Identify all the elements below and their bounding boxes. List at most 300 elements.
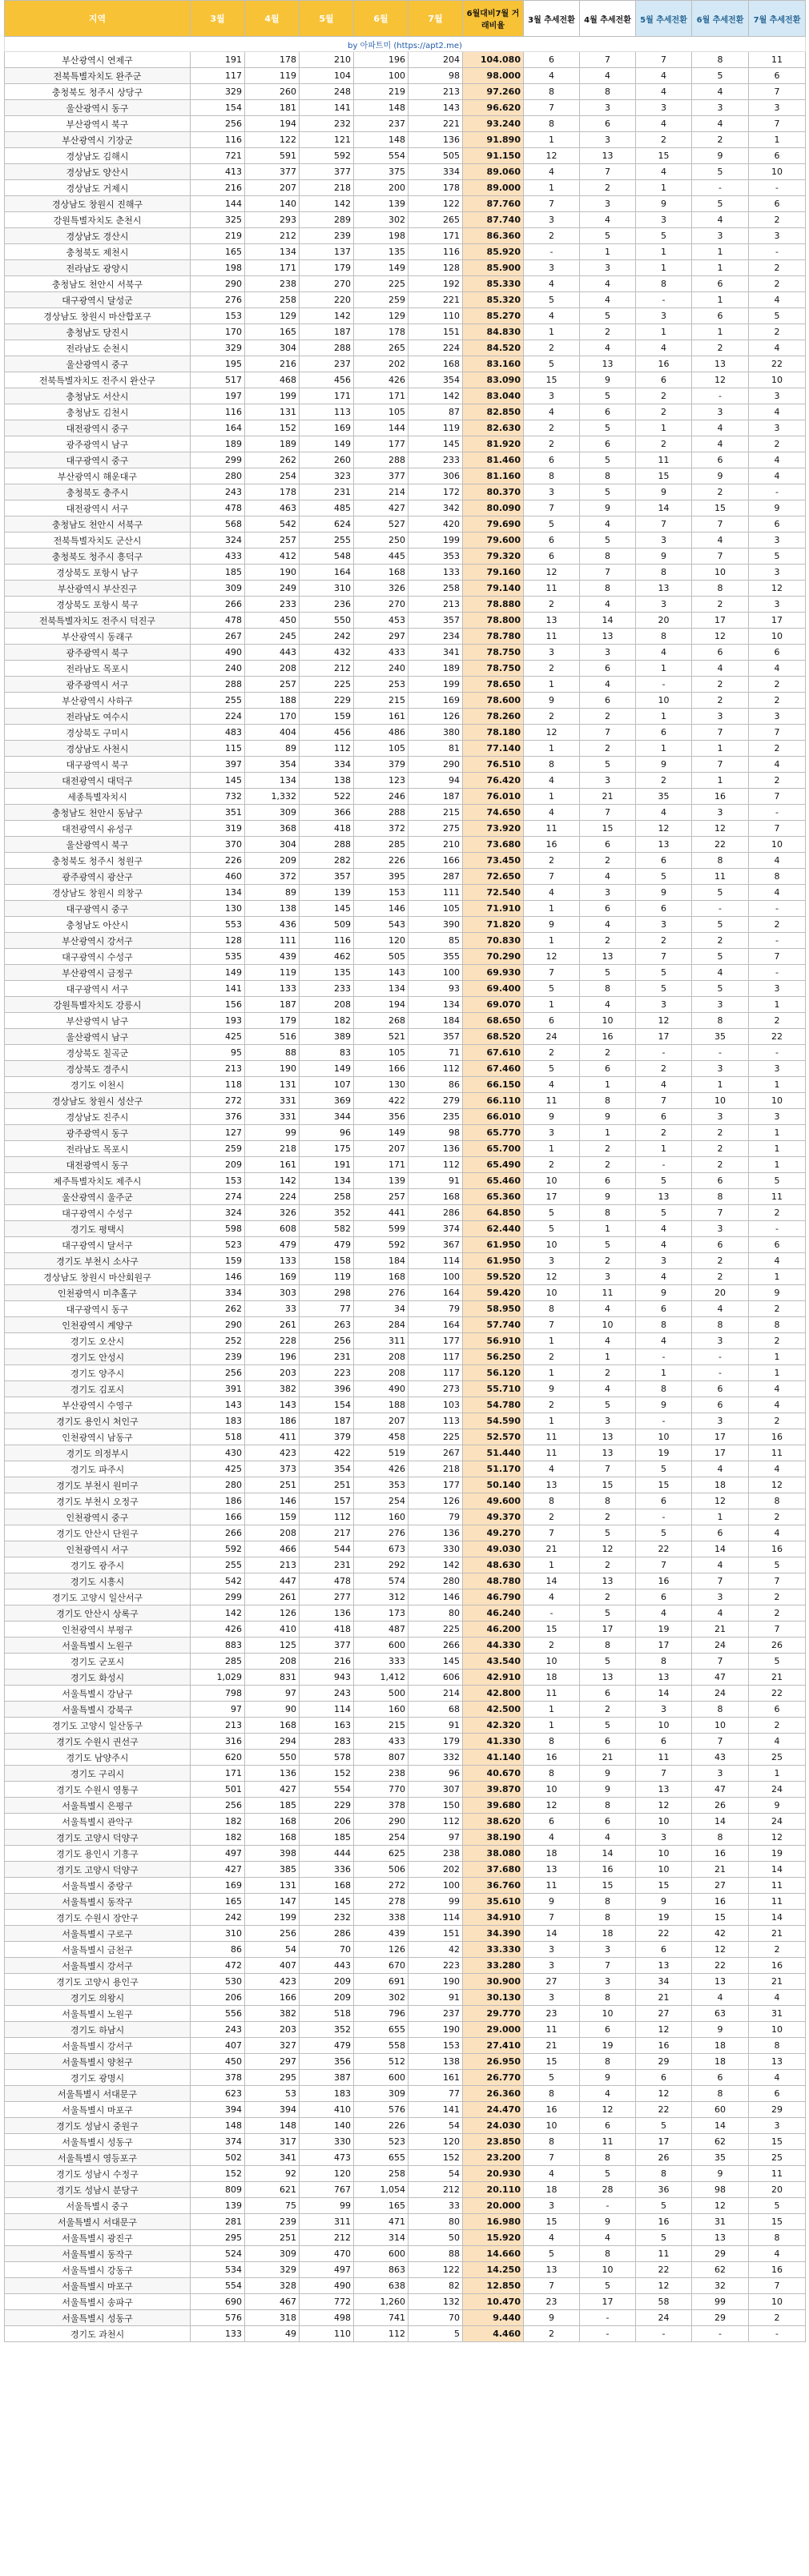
cell-may: 479 <box>300 1237 354 1253</box>
cell-trend-june: 5 <box>692 196 749 212</box>
cell-may: 943 <box>300 1670 354 1686</box>
cell-trend-april: 4 <box>580 1333 636 1349</box>
cell-rate: 56.120 <box>463 1365 524 1381</box>
cell-june: 670 <box>354 1958 409 1974</box>
cell-trend-march: 7 <box>524 1525 580 1541</box>
cell-trend-may: 15 <box>636 468 692 484</box>
cell-trend-may: 4 <box>636 68 692 84</box>
cell-march: 274 <box>191 1189 245 1205</box>
cell-region: 대전광역시 대덕구 <box>5 773 191 789</box>
cell-trend-june: 99 <box>692 2294 749 2310</box>
cell-trend-may: 2 <box>636 388 692 404</box>
cell-april: 239 <box>245 2214 300 2230</box>
cell-april: 467 <box>245 2294 300 2310</box>
cell-june: 375 <box>354 164 409 180</box>
cell-july: 132 <box>409 2294 463 2310</box>
credit-text[interactable]: by 아파트미 (https://apt2.me) <box>5 37 806 52</box>
cell-march: 242 <box>191 1910 245 1926</box>
table-row <box>5 869 806 885</box>
cell-march: 262 <box>191 1301 245 1317</box>
cell-july: 221 <box>409 292 463 308</box>
header-trend-april[interactable]: 4월 추세전환 <box>580 1 636 37</box>
cell-trend-june: 3 <box>692 1061 749 1077</box>
cell-trend-april: 13 <box>580 1670 636 1686</box>
cell-trend-april: 3 <box>580 1974 636 1990</box>
cell-may: 544 <box>300 1541 354 1557</box>
cell-march: 425 <box>191 1461 245 1477</box>
cell-rate: 54.780 <box>463 1397 524 1413</box>
cell-may: 582 <box>300 1221 354 1237</box>
cell-trend-june: 2 <box>692 677 749 693</box>
cell-may: 479 <box>300 2038 354 2054</box>
cell-trend-july: 12 <box>749 1477 806 1493</box>
cell-march: 159 <box>191 1253 245 1269</box>
cell-june: 226 <box>354 2118 409 2134</box>
cell-trend-may: 1 <box>636 180 692 196</box>
cell-trend-june: - <box>692 901 749 917</box>
cell-trend-march: 10 <box>524 1237 580 1253</box>
cell-trend-may: 13 <box>636 1782 692 1798</box>
cell-may: 236 <box>300 597 354 613</box>
cell-trend-april: 3 <box>580 885 636 901</box>
cell-march: 329 <box>191 340 245 356</box>
cell-region: 대전광역시 유성구 <box>5 821 191 837</box>
cell-trend-may: 13 <box>636 1189 692 1205</box>
cell-april: 331 <box>245 1093 300 1109</box>
table-row <box>5 68 806 84</box>
cell-march: 128 <box>191 933 245 949</box>
cell-march: 542 <box>191 1573 245 1589</box>
cell-april: 327 <box>245 2038 300 2054</box>
cell-trend-july: 2 <box>749 1413 806 1429</box>
cell-trend-july: 1 <box>749 1141 806 1157</box>
cell-trend-march: 11 <box>524 1686 580 1702</box>
table-row <box>5 2198 806 2214</box>
cell-june: 105 <box>354 741 409 757</box>
cell-may: 396 <box>300 1381 354 1397</box>
cell-april: 542 <box>245 516 300 532</box>
cell-region: 경기도 양주시 <box>5 1365 191 1381</box>
cell-april: 466 <box>245 1541 300 1557</box>
cell-trend-july: 1 <box>749 1365 806 1381</box>
table-row <box>5 1397 806 1413</box>
cell-rate: 71.910 <box>463 901 524 917</box>
cell-trend-april: 1 <box>580 244 636 260</box>
table-row <box>5 629 806 645</box>
cell-trend-july: 2 <box>749 693 806 709</box>
table-row <box>5 789 806 805</box>
cell-region: 울산광역시 울주군 <box>5 1189 191 1205</box>
cell-march: 127 <box>191 1125 245 1141</box>
cell-trend-july: 4 <box>749 757 806 773</box>
cell-trend-june: 3 <box>692 1589 749 1605</box>
cell-trend-june: 3 <box>692 404 749 420</box>
header-july[interactable]: 7월 <box>409 1 463 37</box>
cell-rate: 104.080 <box>463 52 524 68</box>
cell-april: 436 <box>245 917 300 933</box>
cell-july: 354 <box>409 372 463 388</box>
cell-trend-march: 2 <box>524 1157 580 1173</box>
cell-trend-april: 2 <box>580 1589 636 1605</box>
table-row <box>5 180 806 196</box>
cell-march: 133 <box>191 2326 245 2342</box>
cell-trend-march: 16 <box>524 1750 580 1766</box>
table-row <box>5 212 806 228</box>
cell-region: 충청남도 서산시 <box>5 388 191 404</box>
cell-trend-may: 4 <box>636 1221 692 1237</box>
cell-trend-april: 6 <box>580 116 636 132</box>
cell-trend-april: 4 <box>580 2086 636 2102</box>
cell-trend-april: 6 <box>580 901 636 917</box>
cell-march: 592 <box>191 1541 245 1557</box>
cell-trend-march: 1 <box>524 933 580 949</box>
cell-june: 338 <box>354 1910 409 1926</box>
cell-june: 146 <box>354 901 409 917</box>
cell-trend-april: 13 <box>580 356 636 372</box>
cell-region: 부산광역시 연제구 <box>5 52 191 68</box>
cell-rate: 10.470 <box>463 2294 524 2310</box>
cell-trend-june: 12 <box>692 2198 749 2214</box>
cell-region: 부산광역시 수영구 <box>5 1397 191 1413</box>
cell-trend-march: 8 <box>524 116 580 132</box>
cell-may: 624 <box>300 516 354 532</box>
cell-trend-may: 3 <box>636 597 692 613</box>
cell-june: 214 <box>354 484 409 500</box>
cell-trend-july: 4 <box>749 404 806 420</box>
table-row <box>5 549 806 565</box>
cell-april: 49 <box>245 2326 300 2342</box>
cell-trend-june: 1 <box>692 773 749 789</box>
cell-june: 143 <box>354 965 409 981</box>
cell-july: 357 <box>409 613 463 629</box>
cell-march: 198 <box>191 260 245 276</box>
table-row <box>5 196 806 212</box>
cell-may: 217 <box>300 1525 354 1541</box>
cell-april: 133 <box>245 981 300 997</box>
cell-trend-april: 4 <box>580 212 636 228</box>
cell-june: 194 <box>354 997 409 1013</box>
table-row <box>5 1798 806 1814</box>
cell-trend-march: 2 <box>524 420 580 436</box>
cell-rate: 20.000 <box>463 2198 524 2214</box>
table-row <box>5 1477 806 1493</box>
cell-trend-march: 15 <box>524 372 580 388</box>
cell-trend-april: 6 <box>580 2022 636 2038</box>
cell-region: 경기도 파주시 <box>5 1461 191 1477</box>
cell-march: 721 <box>191 148 245 164</box>
cell-march: 534 <box>191 2262 245 2278</box>
header-april[interactable]: 4월 <box>245 1 300 37</box>
header-june[interactable]: 6월 <box>354 1 409 37</box>
table-row <box>5 837 806 853</box>
cell-trend-may: 12 <box>636 821 692 837</box>
cell-april: 161 <box>245 1157 300 1173</box>
cell-april: 372 <box>245 869 300 885</box>
cell-july: 71 <box>409 1045 463 1061</box>
cell-trend-june: 62 <box>692 2134 749 2150</box>
cell-trend-march: 2 <box>524 2326 580 2342</box>
cell-trend-july: 15 <box>749 2214 806 2230</box>
cell-trend-july: 4 <box>749 1461 806 1477</box>
table-row <box>5 1077 806 1093</box>
table-row <box>5 260 806 276</box>
cell-region: 전라남도 광양시 <box>5 260 191 276</box>
cell-june: 500 <box>354 1686 409 1702</box>
table-row <box>5 1718 806 1734</box>
header-trend-march[interactable]: 3월 추세전환 <box>524 1 580 37</box>
cell-trend-march: 7 <box>524 869 580 885</box>
cell-rate: 42.500 <box>463 1702 524 1718</box>
cell-june: 353 <box>354 1477 409 1493</box>
cell-trend-march: 2 <box>524 1638 580 1654</box>
cell-july: 141 <box>409 2102 463 2118</box>
cell-march: 281 <box>191 2214 245 2230</box>
cell-trend-march: 3 <box>524 1253 580 1269</box>
cell-june: 471 <box>354 2214 409 2230</box>
cell-june: 333 <box>354 1654 409 1670</box>
cell-july: 114 <box>409 1253 463 1269</box>
cell-trend-june: 4 <box>692 1605 749 1622</box>
table-row <box>5 901 806 917</box>
cell-trend-june: 4 <box>692 965 749 981</box>
cell-trend-march: - <box>524 244 580 260</box>
cell-march: 206 <box>191 1990 245 2006</box>
cell-rate: 79.140 <box>463 581 524 597</box>
cell-trend-march: 1 <box>524 1718 580 1734</box>
cell-trend-july: 12 <box>749 581 806 597</box>
cell-trend-june: 9 <box>692 468 749 484</box>
cell-rate: 36.760 <box>463 1878 524 1894</box>
cell-april: 140 <box>245 196 300 212</box>
cell-rate: 67.460 <box>463 1061 524 1077</box>
cell-july: 177 <box>409 1477 463 1493</box>
table-row <box>5 1093 806 1109</box>
cell-may: 498 <box>300 2310 354 2326</box>
cell-trend-june: 2 <box>692 597 749 613</box>
cell-trend-april: 5 <box>580 757 636 773</box>
cell-may: 140 <box>300 2118 354 2134</box>
cell-april: 178 <box>245 484 300 500</box>
cell-trend-may: 5 <box>636 981 692 997</box>
cell-trend-april: 5 <box>580 1525 636 1541</box>
cell-march: 376 <box>191 1109 245 1125</box>
cell-trend-june: 60 <box>692 2102 749 2118</box>
cell-march: 256 <box>191 1798 245 1814</box>
cell-april: 166 <box>245 1990 300 2006</box>
cell-trend-may: 8 <box>636 1381 692 1397</box>
table-row <box>5 532 806 549</box>
cell-march: 391 <box>191 1381 245 1397</box>
cell-trend-may: 26 <box>636 2150 692 2166</box>
cell-rate: 73.680 <box>463 837 524 853</box>
cell-region: 경상남도 창원시 마산합포구 <box>5 308 191 324</box>
cell-trend-july: 9 <box>749 1798 806 1814</box>
header-may[interactable]: 5월 <box>300 1 354 37</box>
cell-rate: 78.750 <box>463 645 524 661</box>
cell-region: 서울특별시 강동구 <box>5 2262 191 2278</box>
cell-trend-march: 27 <box>524 1974 580 1990</box>
table-row <box>5 1237 806 1253</box>
cell-july: 218 <box>409 1461 463 1477</box>
cell-region: 서울특별시 마포구 <box>5 2278 191 2294</box>
cell-april: 147 <box>245 1894 300 1910</box>
header-trend-may[interactable]: 5월 추세전환 <box>636 1 692 37</box>
cell-trend-july: - <box>749 901 806 917</box>
cell-april: 119 <box>245 965 300 981</box>
cell-trend-may: 9 <box>636 885 692 901</box>
cell-region: 부산광역시 부산진구 <box>5 581 191 597</box>
cell-april: 90 <box>245 1702 300 1718</box>
cell-region: 경상남도 진주시 <box>5 1109 191 1125</box>
cell-rate: 20.930 <box>463 2166 524 2182</box>
cell-july: 212 <box>409 2182 463 2198</box>
cell-rate: 58.950 <box>463 1301 524 1317</box>
header-region[interactable]: 지역 <box>5 1 191 37</box>
transaction-table <box>4 0 806 2342</box>
cell-trend-june: 98 <box>692 2182 749 2198</box>
cell-may: 369 <box>300 1093 354 1109</box>
cell-march: 243 <box>191 484 245 500</box>
header-march[interactable]: 3월 <box>191 1 245 37</box>
cell-april: 218 <box>245 1141 300 1157</box>
table-row <box>5 2134 806 2150</box>
cell-july: 116 <box>409 244 463 260</box>
table-row <box>5 1958 806 1974</box>
cell-region: 경기도 광주시 <box>5 1557 191 1573</box>
cell-trend-april: 6 <box>580 2118 636 2134</box>
cell-rate: 78.880 <box>463 597 524 613</box>
table-row <box>5 1525 806 1541</box>
cell-region: 서울특별시 마포구 <box>5 2102 191 2118</box>
cell-may: 210 <box>300 52 354 68</box>
cell-may: 248 <box>300 84 354 100</box>
cell-may: 231 <box>300 484 354 500</box>
header-rate[interactable]: 6월대비7월 거래비율 <box>463 1 524 37</box>
cell-april: 143 <box>245 1397 300 1413</box>
cell-april: 354 <box>245 757 300 773</box>
cell-june: 257 <box>354 1189 409 1205</box>
cell-april: 168 <box>245 1814 300 1830</box>
cell-trend-march: 21 <box>524 1541 580 1557</box>
cell-june: 638 <box>354 2278 409 2294</box>
cell-trend-june: 27 <box>692 1878 749 1894</box>
cell-trend-june: 15 <box>692 500 749 516</box>
cell-region: 울산광역시 북구 <box>5 837 191 853</box>
cell-march: 309 <box>191 581 245 597</box>
header-trend-june[interactable]: 6월 추세전환 <box>692 1 749 37</box>
cell-april: 190 <box>245 565 300 581</box>
cell-trend-march: 2 <box>524 661 580 677</box>
cell-trend-april: 4 <box>580 677 636 693</box>
cell-trend-june: 8 <box>692 1189 749 1205</box>
cell-may: 289 <box>300 212 354 228</box>
cell-rate: 50.140 <box>463 1477 524 1493</box>
cell-region: 경상남도 김해시 <box>5 148 191 164</box>
table-row <box>5 1461 806 1477</box>
cell-march: 216 <box>191 180 245 196</box>
cell-trend-june: 8 <box>692 1013 749 1029</box>
cell-trend-april: 6 <box>580 1734 636 1750</box>
cell-march: 189 <box>191 436 245 452</box>
cell-trend-june: 3 <box>692 805 749 821</box>
cell-april: 199 <box>245 388 300 404</box>
table-row <box>5 981 806 997</box>
cell-april: 295 <box>245 2070 300 2086</box>
cell-april: 75 <box>245 2198 300 2214</box>
cell-july: 190 <box>409 1974 463 1990</box>
table-row <box>5 933 806 949</box>
cell-region: 대구광역시 북구 <box>5 757 191 773</box>
cell-june: 309 <box>354 2086 409 2102</box>
cell-trend-april: 2 <box>580 933 636 949</box>
cell-march: 430 <box>191 1445 245 1461</box>
cell-july: 420 <box>409 516 463 532</box>
cell-rate: 96.620 <box>463 100 524 116</box>
cell-region: 경기도 안산시 단원구 <box>5 1525 191 1541</box>
cell-may: 220 <box>300 292 354 308</box>
table-row <box>5 1670 806 1686</box>
cell-trend-may: 9 <box>636 196 692 212</box>
cell-trend-june: - <box>692 1045 749 1061</box>
cell-trend-june: - <box>692 388 749 404</box>
cell-march: 394 <box>191 2102 245 2118</box>
cell-may: 509 <box>300 917 354 933</box>
cell-april: 377 <box>245 164 300 180</box>
table-row <box>5 1413 806 1429</box>
cell-trend-may: 3 <box>636 212 692 228</box>
header-trend-july[interactable]: 7월 추세전환 <box>749 1 806 37</box>
cell-trend-july: 14 <box>749 1910 806 1926</box>
cell-march: 809 <box>191 2182 245 2198</box>
cell-trend-april: 2 <box>580 1557 636 1573</box>
cell-may: 277 <box>300 1589 354 1605</box>
cell-april: 479 <box>245 1237 300 1253</box>
cell-trend-may: 1 <box>636 244 692 260</box>
cell-rate: 97.260 <box>463 84 524 100</box>
cell-june: 100 <box>354 68 409 84</box>
cell-trend-april: 7 <box>580 52 636 68</box>
cell-trend-may: 29 <box>636 2054 692 2070</box>
cell-may: 352 <box>300 2022 354 2038</box>
cell-may: 137 <box>300 244 354 260</box>
cell-trend-july: 2 <box>749 1301 806 1317</box>
cell-trend-april: 4 <box>580 997 636 1013</box>
table-row <box>5 292 806 308</box>
cell-trend-july: 22 <box>749 1686 806 1702</box>
cell-trend-may: - <box>636 2326 692 2342</box>
cell-may: 191 <box>300 1157 354 1173</box>
cell-april: 233 <box>245 597 300 613</box>
cell-region: 경기도 수원시 영통구 <box>5 1782 191 1798</box>
cell-trend-march: 9 <box>524 917 580 933</box>
cell-trend-april: 17 <box>580 2294 636 2310</box>
cell-rate: 39.680 <box>463 1798 524 1814</box>
table-row <box>5 308 806 324</box>
cell-rate: 44.330 <box>463 1638 524 1654</box>
cell-trend-may: 6 <box>636 1109 692 1125</box>
cell-trend-june: 9 <box>692 2166 749 2182</box>
cell-trend-may: 6 <box>636 2070 692 2086</box>
table-row <box>5 2054 806 2070</box>
cell-may: 554 <box>300 1782 354 1798</box>
cell-trend-april: 13 <box>580 629 636 645</box>
cell-april: 188 <box>245 693 300 709</box>
cell-trend-may: 4 <box>636 1333 692 1349</box>
cell-trend-may: 2 <box>636 1061 692 1077</box>
cell-trend-may: 5 <box>636 1461 692 1477</box>
cell-july: 88 <box>409 2246 463 2262</box>
cell-trend-july: 4 <box>749 452 806 468</box>
